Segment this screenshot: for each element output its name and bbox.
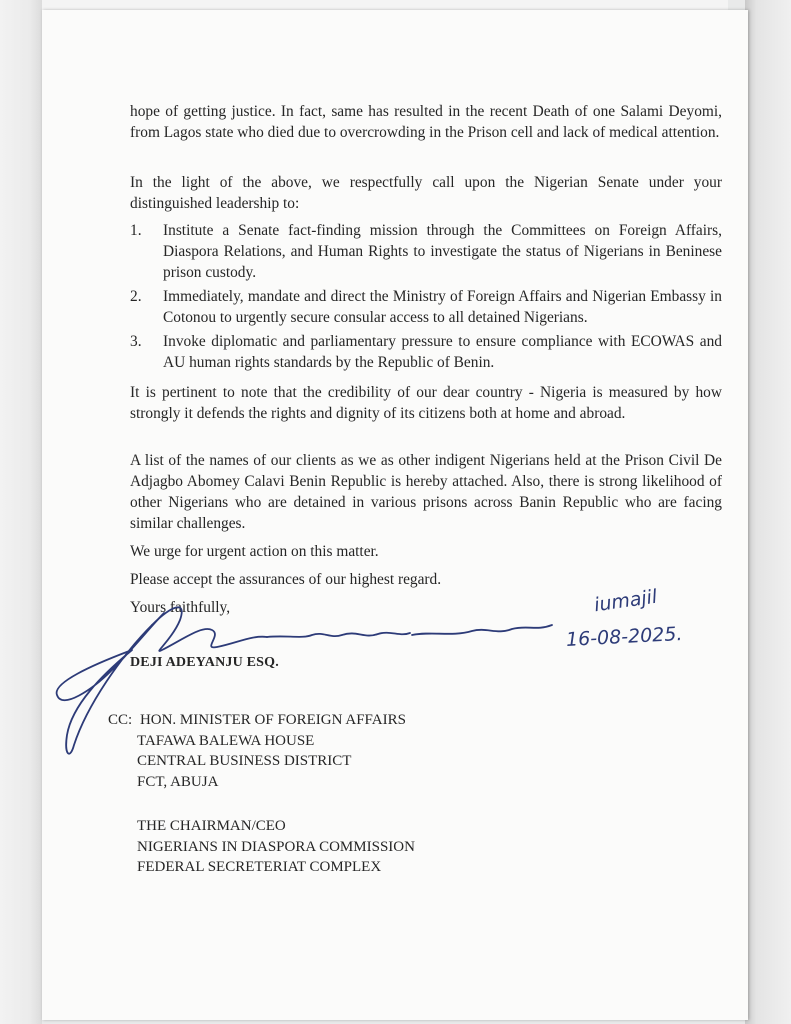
cc-spacer — [108, 792, 508, 816]
request-text: Immediately, mandate and direct the Ministry of Foreign Affairs and Nigerian Embassy in Cotonou to urgently secure consular access to all detained Nigerians. — [163, 288, 722, 326]
cc-block — [108, 710, 508, 878]
request-item — [130, 286, 722, 328]
request-text: Invoke diplomatic and parliamentary pressure to ensure compliance with ECOWAS and AU human rights standards by the Republic of Benin. — [163, 333, 722, 371]
request-number: 1. — [130, 222, 142, 239]
attachment-paragraph: A list of the names of our clients as we as other indigent Nigerians held at the Prison Civil De Adjagbo Abomey Calavi Benin Republic is hereby attached. Also, there is strong likelihood of other Nigerians who are detained in various prisons across Banin Republic who are facing similar challenges. — [130, 452, 722, 532]
request-item — [130, 220, 722, 283]
request-number: 2. — [130, 288, 142, 305]
credibility-paragraph: It is pertinent to note that the credibility of our dear country - Nigeria is measured by how strongly it defends the rights and dignity of its citizens both at home and abroad. — [130, 384, 722, 422]
request-number: 3. — [130, 333, 142, 350]
cc-line: TAFAWA BALEWA HOUSE — [137, 732, 315, 749]
signatory-name: DEJI ADEYANJU ESQ. — [130, 655, 279, 670]
urge-line: We urge for urgent action on this matter. — [130, 543, 379, 560]
cc-line: FCT, ABUJA — [137, 773, 219, 790]
cc-line: THE CHAIRMAN/CEO — [137, 818, 286, 834]
closing-line: Yours faithfully, — [130, 599, 231, 616]
letter-page — [42, 10, 748, 1020]
request-intro-paragraph: In the light of the above, we respectfully call upon the Nigerian Senate under your distinguished leadership to: — [130, 174, 722, 212]
background-left-edge — [0, 0, 42, 1024]
opening-paragraph: hope of getting justice. In fact, same has resulted in the recent Death of one Salami Deyomi, from Lagos state who died due to overcrowding in the Prison cell and lack of medical attention. — [130, 103, 722, 141]
request-list — [130, 220, 722, 373]
cc-line: FEDERAL SECRETERIAT COMPLEX — [137, 859, 382, 875]
cc-line: HON. MINISTER OF FOREIGN AFFAIRS — [139, 712, 406, 728]
cc-line: NIGERIANS IN DIASPORA COMMISSION — [137, 838, 415, 855]
handwritten-date: 16-08-2025. — [565, 622, 683, 652]
handwritten-word: iumajil — [592, 585, 659, 617]
request-text: Institute a Senate fact-finding mission through the Committees on Foreign Affairs, Diaspora Relations, and Human Rights to investigate the status of Nigerians in Beninese prison custody. — [163, 222, 722, 281]
cc-recipient-1 — [108, 710, 508, 731]
cc-line: CENTRAL BUSINESS DISTRICT — [137, 753, 352, 769]
request-item — [130, 331, 722, 373]
cc-label: CC: — [108, 712, 133, 728]
regards-line: Please accept the assurances of our highest regard. — [130, 571, 442, 588]
background-right-edge — [745, 0, 791, 1024]
